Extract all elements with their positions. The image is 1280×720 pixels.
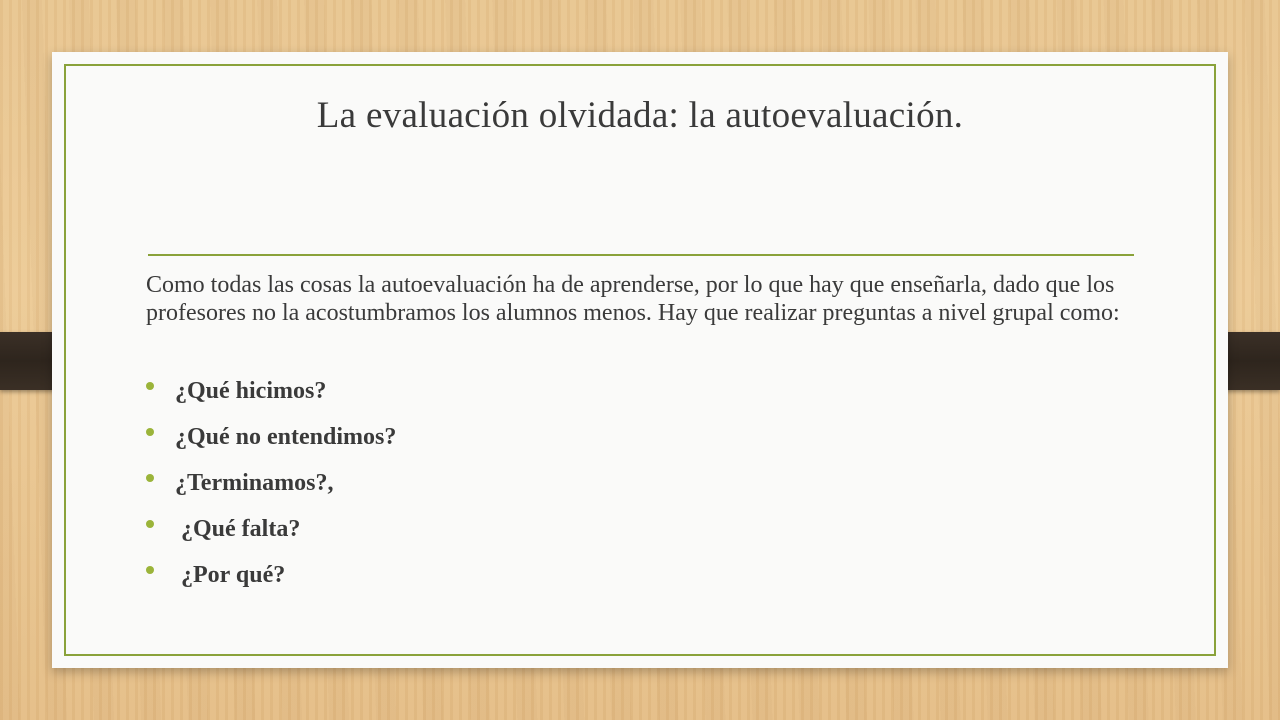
bullet-icon [146,566,154,574]
question-text: ¿Por qué? [175,562,286,588]
title-divider [148,254,1134,256]
list-item [146,516,396,562]
list-item [146,470,396,516]
list-item [146,378,396,424]
bullet-icon [146,428,154,436]
list-item [146,562,396,608]
question-list [146,378,396,608]
bullet-icon [146,382,154,390]
question-text: ¿Qué hicimos? [175,378,327,404]
bullet-icon [146,520,154,528]
question-text: ¿Qué no entendimos? [175,424,397,450]
question-text: ¿Qué falta? [175,516,301,542]
slide-card [52,52,1228,668]
slide-title: La evaluación olvidada: la autoevaluación. [316,95,964,136]
intro-paragraph: Como todas las cosas la autoevaluación ha de aprenderse, por lo que hay que enseñarla, dado que los profesores no la acostumbramos los alumnos menos. Hay que realizar preguntas a nivel grupal como: [146,272,1120,326]
list-item [146,424,396,470]
bullet-icon [146,474,154,482]
question-text: ¿Terminamos?, [175,470,334,496]
